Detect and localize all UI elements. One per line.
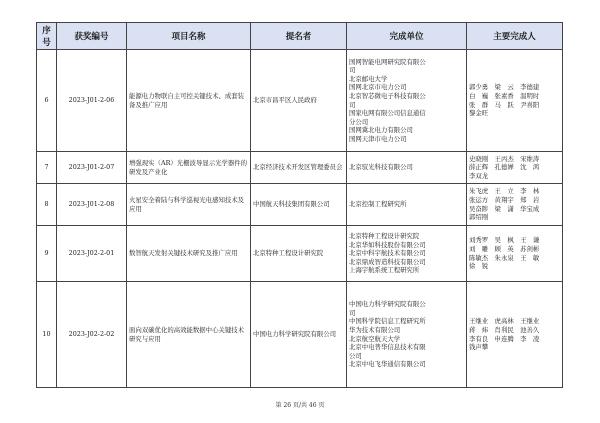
header-award-code: 获奖编号 (57, 23, 127, 50)
row-project-name: 增强现实（AR）光栅波导显示光学器件的研发及产业化 (127, 152, 251, 184)
row-seq: 6 (37, 50, 57, 152)
person-line: 白 巍 张素香 温明时 (469, 91, 540, 100)
row-completion-units (347, 50, 467, 152)
person-line: 陈敏杰 朱永泉 王 敏 (469, 253, 540, 262)
unit-line: 国网天津市电力公司 (349, 134, 407, 143)
row-seq: 9 (37, 226, 57, 282)
row-completion-units (347, 282, 467, 388)
row-award-code: 2023-J01-2-06 (57, 50, 127, 152)
header-seq: 序号 (37, 23, 57, 50)
row-project-name: 面向双碳优化的高效能数据中心关键技术研究与应用 (127, 282, 251, 388)
unit-line: 北京航空航天大学 (349, 334, 401, 343)
row-seq: 8 (37, 184, 57, 226)
person-line: 刘 雕 顾 英 苏剑彬 (469, 244, 540, 253)
row-nominator: 中国航天科技集团有限公司 (251, 184, 347, 226)
table-body (37, 50, 563, 388)
header-main-persons: 主要完成人 (467, 23, 563, 50)
person-line: 李有良 申连腾 李 凌 (469, 334, 540, 343)
award-table (36, 22, 563, 388)
unit-line: 华为技术有限公司 (349, 325, 401, 334)
person-line: 黎金旺 (469, 109, 489, 118)
row-main-persons (467, 50, 563, 152)
unit-line: 中国电力科学研究院有限公 (349, 300, 426, 309)
page-footer: 第 26 页/共 46 页 (275, 402, 325, 409)
person-line: 蒋 炜 肖利民 池善久 (469, 325, 540, 334)
row-nominator: 北京特种工程设计研究院 (251, 226, 347, 282)
row-project-name: 火星安全着陆与科学巡视光电感知技术及应用 (127, 184, 251, 226)
unit-line: 北京智芯微电子科技有限公 (349, 91, 426, 100)
unit-line: 国网北京市电力公司 (349, 83, 407, 92)
row-nominator: 北京经济技术开发区管理委员会 (251, 152, 347, 184)
table-row (37, 184, 563, 226)
unit-line: 北京中电普华信息技术有限 (349, 343, 426, 352)
row-main-persons (467, 282, 563, 388)
unit-line: 公司 (349, 351, 362, 360)
person-line: 徐 锐 (469, 262, 489, 271)
row-main-persons (467, 184, 563, 226)
unit-line: 国网智能电网研究院有限公 (349, 57, 426, 66)
unit-line: 北京邮电大学 (349, 74, 388, 83)
row-completion-units (347, 226, 467, 282)
unit-line: 上海宇航系统工程研究所 (349, 266, 420, 275)
table-row (37, 50, 563, 152)
person-line: 朱飞虎 王 立 李 林 (469, 187, 540, 196)
row-main-persons (467, 152, 563, 184)
row-completion-units (347, 152, 467, 184)
row-completion-units (347, 184, 467, 226)
unit-line: 国家电网有限公司信息通信 (349, 109, 426, 118)
table-header-row (37, 23, 563, 50)
row-project-name: 能源电力物联自主可控关键技术、成套装备及推广应用 (127, 50, 251, 152)
unit-line: 北京驭光科技有限公司 (349, 163, 413, 172)
person-line: 李双龙 (469, 171, 489, 180)
table-row (37, 226, 563, 282)
person-line: 郭绍刚 (469, 213, 489, 222)
row-seq: 7 (37, 152, 57, 184)
person-line: 郭少勇 梁 云 李德建 (469, 83, 540, 92)
person-line: 张 群 马 跃 尹喜阳 (469, 100, 540, 109)
table-row (37, 282, 563, 388)
unit-line: 司 (349, 308, 356, 317)
row-project-name: 数智航天发射关键技术研究及推广应用 (127, 226, 251, 282)
unit-line: 北京中电飞华通信有限公司 (349, 360, 426, 369)
row-nominator: 北京市昌平区人民政府 (251, 50, 347, 152)
row-award-code: 2023-J01-2-07 (57, 152, 127, 184)
unit-line: 司 (349, 66, 356, 75)
unit-line: 中国科学院信息工程研究所 (349, 317, 426, 326)
person-line: 史晓刚 王丙杰 宋维涛 (469, 154, 540, 163)
row-main-persons (467, 226, 563, 282)
unit-line: 司 (349, 100, 356, 109)
table-row (37, 152, 563, 184)
unit-line: 北京华如科技股份有限公司 (349, 240, 426, 249)
person-line: 王继业 虎高林 王继业 (469, 317, 540, 326)
row-award-code: 2023-J02-2-01 (57, 226, 127, 282)
row-award-code: 2023-J02-2-02 (57, 282, 127, 388)
header-completion-units: 完成单位 (347, 23, 467, 50)
unit-line: 分公司 (349, 117, 369, 126)
row-nominator: 中国电力科学研究院有限公司 (251, 282, 347, 388)
unit-line: 北京中科宇航技术有限公司 (349, 249, 426, 258)
person-line: 钱声攀 (469, 343, 489, 352)
header-project-name: 项目名称 (127, 23, 251, 50)
person-line: 吴奋陟 梁 潇 华宝成 (469, 204, 540, 213)
person-line: 刘秀罗 吴 枫 王 谦 (469, 236, 540, 245)
row-award-code: 2023-J01-2-08 (57, 184, 127, 226)
unit-line: 北京控制工程研究所 (349, 200, 407, 209)
unit-line: 北京鼎成智造科技有限公司 (349, 257, 426, 266)
person-line: 薛正辉 孔德婵 沈 鸿 (469, 163, 540, 172)
row-seq: 10 (37, 282, 57, 388)
person-line: 张运方 黄翔宇 郑 岩 (469, 195, 540, 204)
unit-line: 北京特种工程设计研究院 (349, 232, 420, 241)
unit-line: 国网冀北电力有限公司 (349, 126, 413, 135)
header-nominator: 提名者 (251, 23, 347, 50)
